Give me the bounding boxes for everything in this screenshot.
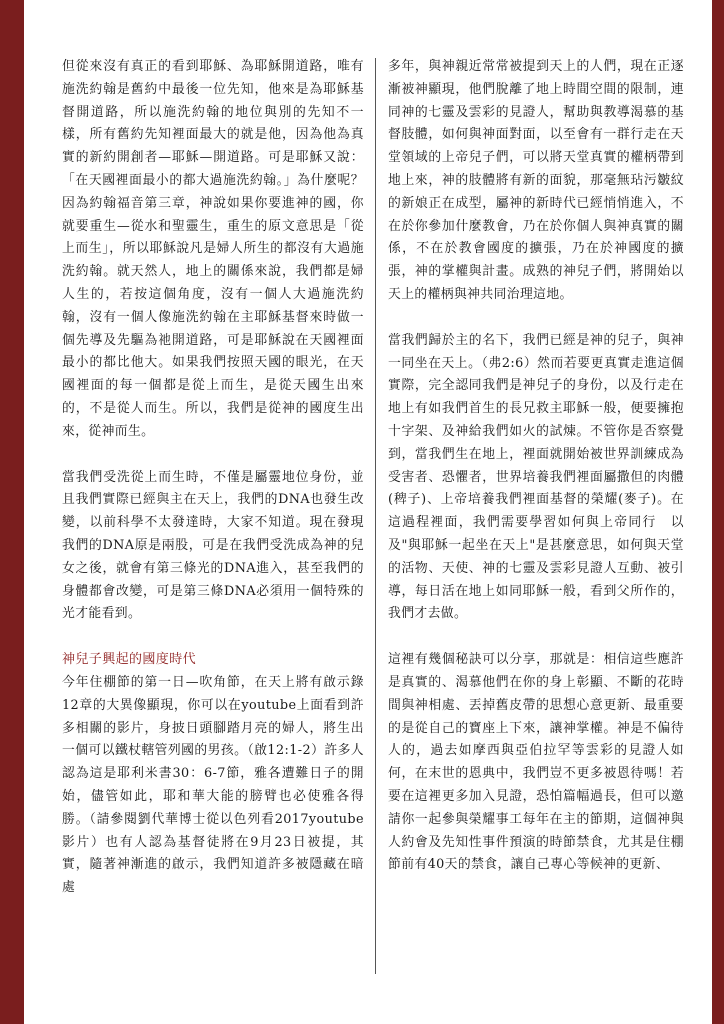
left-margin-bar (0, 0, 24, 1024)
left-column (62, 56, 364, 900)
section-heading: 神兒子興起的國度時代 (62, 652, 197, 668)
right-margin-bar (712, 0, 724, 1024)
right-paragraph-1: 多年，與神親近常常被提到天上的人們，現在正逐漸被神顯現，他們脫離了地上時間空間的限制，連同神的七靈及雲彩的見證人，幫助與教導渴慕的基督肢體，如何與神面對面，以至會有一群行走在天堂領域的上帝兒子們，可以將天堂真實的權柄帶到地上來，神的肢體將有新的面貌，那毫無玷污皺紋的新娘正在成型，屬神的新時代已經悄悄進入，不在於你參加什麼教會，乃在於你個人與神真實的關係，不在於教會國度的擴張，乃在於神國度的擴張，神的掌權與計畫。成熟的神兒子們，將開始以天上的權柄與神共同治理這地。 (388, 59, 684, 302)
right-paragraph-2: 當我們歸於主的名下，我們已經是神的兒子，與神一同坐在天上。（弗2:6）然而若要更真實走進這個實際，完全認同我們是神兒子的身份，以及行走在地上有如我們首生的長兄救主耶穌一般，便要擁抱十字架、及神給我們如火的試煉。不管你是否察覺到，當我們生在地上，裡面就開始被世界訓練成為受害者、恐懼者，世界培養我們裡面屬撒但的肉體(稗子)、上帝培養我們裡面基督的榮耀(麥子)。在這過程裡面，我們需要學習如何與上帝同行 以及"與耶穌一起坐在天上"是甚麼意思，如何與天堂的活物、天使、神的七靈及雲彩見證人互動、被引導，每日活在地上如同耶穌一般，看到父所作的，我們才去做。 (388, 332, 684, 622)
right-column (388, 56, 684, 877)
left-paragraph-2: 當我們受洗從上而生時，不僅是屬靈地位身份，並且我們實際已經與主在天上，我們的DNA也發生改變，以前科學不太發達時，大家不知道。現在發現我們的DNA原是兩股，可是在我們受洗成為神的兒女之後，就會有第三條光的DNA進入，甚至我們的身體都會改變，可是第三條DNA必須用一個特殊的光才能看到。 (62, 469, 364, 622)
right-paragraph-3: 這裡有幾個秘訣可以分享，那就是：相信這些應許是真實的、渴慕他們在你的身上彰顯、不斷的花時間與神相處、丟掉舊皮帶的思想心意更新、最重要的是從自己的寶座上下來，讓神掌權。神是不偏待人的，過去如摩西與亞伯拉罕等雲彩的見證人如何，在末世的恩典中，我們豈不更多被恩待嗎！若要在這裡更多加入見證，恐怕篇幅過長，但可以邀請你一起參與榮耀事工每年在主的節期，這個神與人約會及先知性事件預演的時節禁食，尤其是住棚節前有40天的禁食，讓自己專心等候神的更新、 (388, 652, 684, 873)
column-divider (375, 58, 376, 974)
left-paragraph-1: 但從來沒有真正的看到耶穌、為耶穌開道路，唯有施洗約翰是舊約中最後一位先知，他來是為耶穌基督開道路，所以施洗約翰的地位與別的先知不一樣，所有舊約先知裡面最大的就是他，因為他為真實的新約開創者—耶穌—開道路。可是耶穌又說：「在天國裡面最小的都大過施洗約翰。」為什麼呢？因為約翰福音第三章，神說如果你要進神的國，你就要重生—從水和聖靈生，重生的原文意思是「從上而生」，所以耶穌說凡是婦人所生的都沒有大過施洗約翰。就天然人，地上的關係來說，我們都是婦人生的，若按這個角度，沒有一個人大過施洗約翰，沒有一個人像施洗約翰在主耶穌基督來時做一個先導及先驅為祂開道路，可是耶穌說在天國裡面最小的都比他大。如果我們按照天國的眼光，在天國裡面的每一個都是從上而生，是從天國生出來的，不是從人而生。所以，我們是從神的國度生出來，從神而生。 (62, 59, 364, 439)
left-paragraph-3: 今年住棚節的第一日—吹角節，在天上將有啟示錄12章的大異像顯現，你可以在youtube上面看到許多相關的影片，身披日頭腳踏月亮的婦人，將生出一個可以鐵杖轄管列國的男孩。（啟12:1-2）許多人認為這是耶利米書30：6-7節，雅各遭難日子的開始，儘管如此，耶和華大能的膀臂也必使雅各得勝。（請參閱劉代華博士從以色列看2017youtube影片）也有人認為基督徒將在9月23日被提，其實，隨著神漸進的啟示，我們知道許多被隱藏在暗處 (62, 674, 364, 896)
